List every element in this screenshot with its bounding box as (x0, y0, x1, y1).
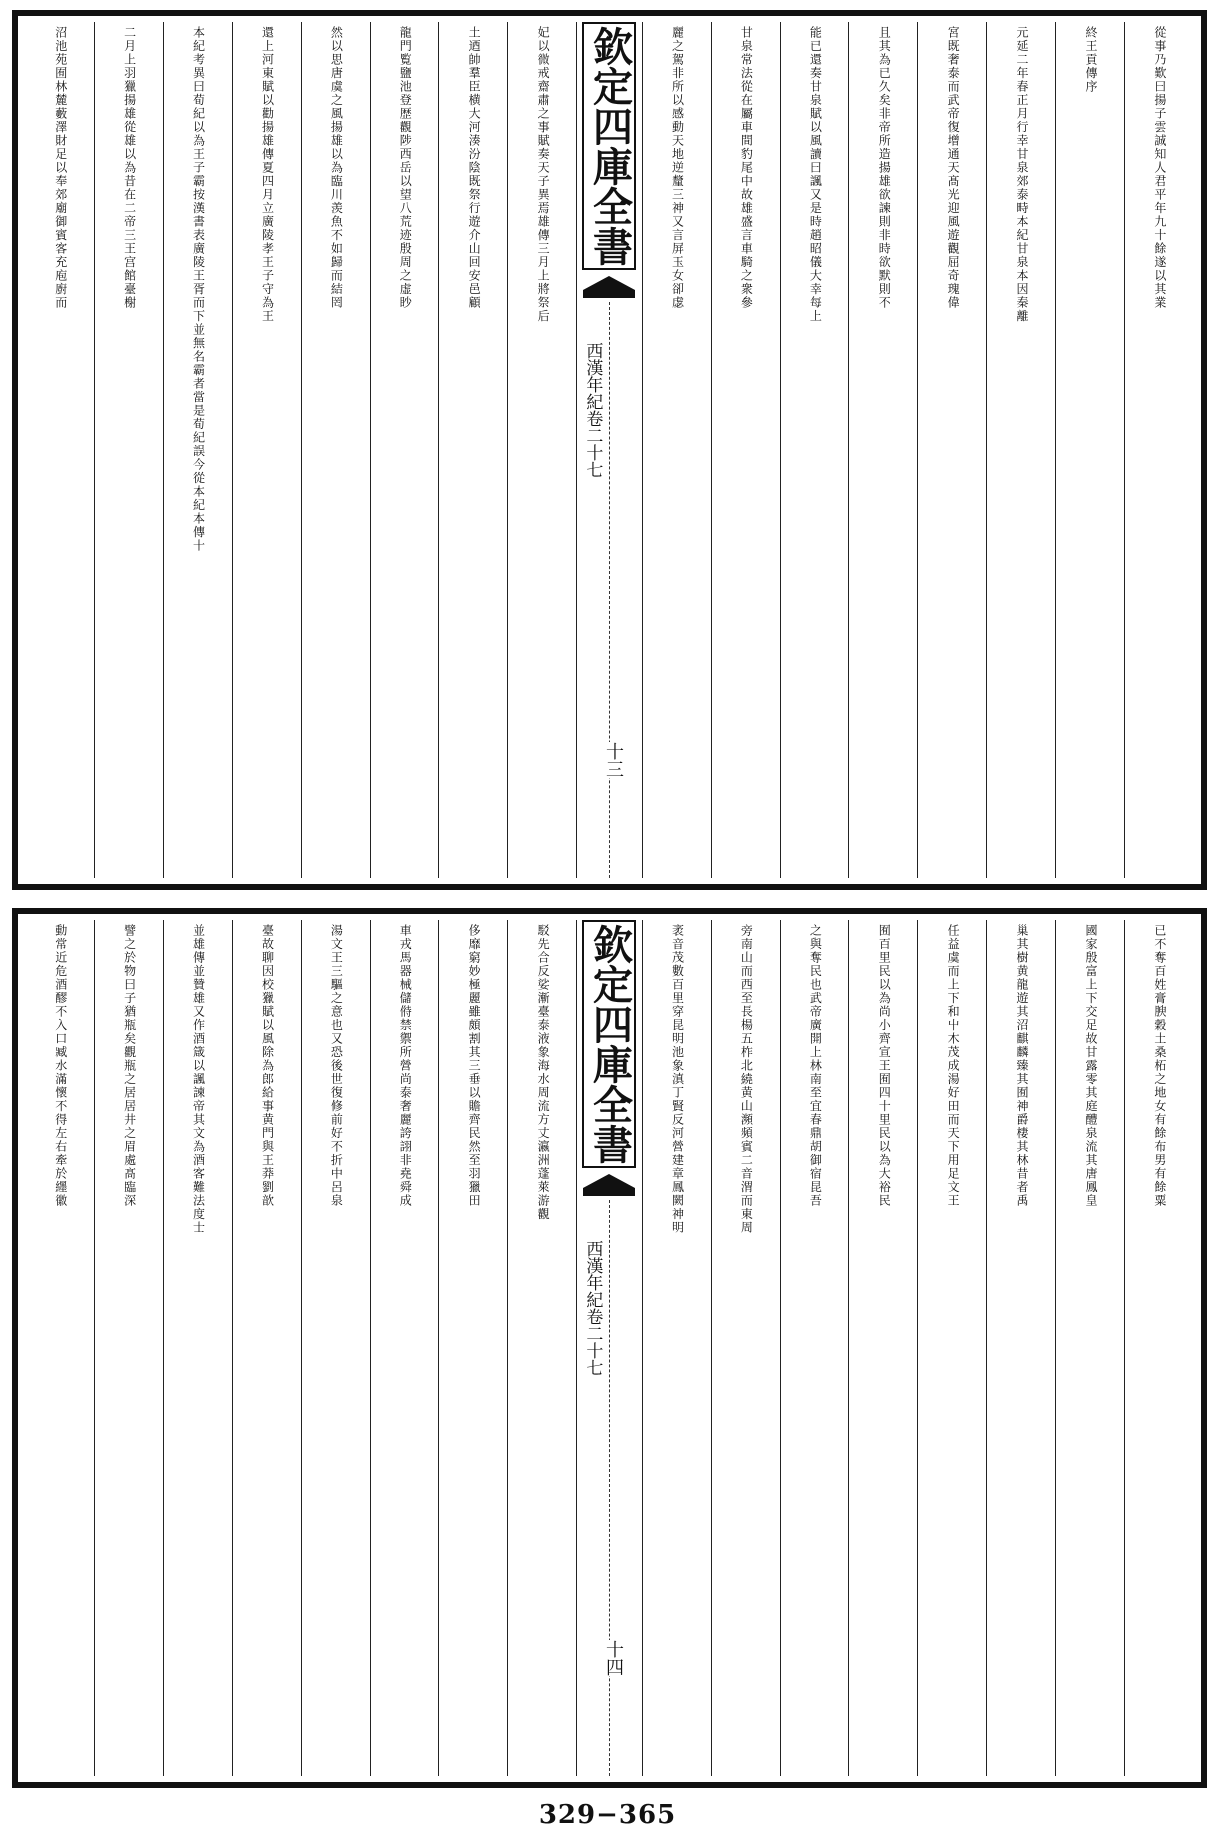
text-column: 袤音茂數百里穿昆明池象滇丁賢反河營建章鳳闕神明 (642, 920, 711, 1776)
text-column: 之與奪民也武帝廣開上林南至宜春鼎胡御宿昆吾 (780, 920, 849, 1776)
text-column: 任益虞而上下和屮木茂成湯好田而天下用足文王 (917, 920, 986, 1776)
text-column: 麗之駕非所以感動天地逆釐三神又言屏玉女卻虙 (642, 22, 711, 878)
text-column: 二月上羽獵揚雄從雄以為昔在二帝三王宫館臺榭 (94, 22, 163, 878)
footer-page-code: 329−365 (538, 1800, 677, 1830)
fishtail-mark-icon (583, 276, 635, 298)
text-column: 已不奪百姓膏腴穀土桑柘之地女有餘布男有餘粟 (1124, 920, 1193, 1776)
text-column: 沼池苑囿林麓藪澤財足以奉郊廟御賓客充庖廚而 (53, 26, 68, 310)
text-column: 車戎馬器械儲偫禁禦所營尚泰奢麗誇詡非堯舜成 (370, 920, 439, 1776)
text-column: 然以思唐虞之風揚雄以為臨川羡魚不如歸而結罔 (301, 22, 370, 878)
text-column: 巢其樹黄龍遊其沼麒麟臻其囿神爵棲其林昔者禹 (986, 920, 1055, 1776)
text-column: 譬之於物曰子猶瓶矣觀瓶之居居井之眉處髙臨深 (94, 920, 163, 1776)
banner-fold-line (582, 302, 624, 878)
text-column: 元延二年春正月行幸甘泉郊泰畤本紀甘泉本因秦離 (986, 22, 1055, 878)
banner-fold-line (582, 1200, 624, 1776)
text-column: 侈靡窮妙極麗雖頗割其三垂以贍齊民然至羽獵田 (438, 920, 507, 1776)
text-column: 從事乃歎曰揚子雲誠知人君平年九十餘遂以其業 (1124, 22, 1193, 878)
banner-page-number: 十四 (600, 1640, 626, 1676)
banner-column (576, 920, 642, 1776)
text-column: 本紀考異曰荀紀以為王子霸按漢書表廣陵王胥而下並無名霸者當是荀紀誤今從本紀本傳十 (163, 22, 232, 878)
banner-subtitle: 西漢年紀卷二十七 (582, 342, 603, 478)
text-column: 終王貢傳序 (1055, 22, 1124, 878)
top-columns (26, 22, 1193, 878)
text-column: 且其為已久矣非帝所造揚雄欲諫則非時欲默則不 (848, 22, 917, 878)
bottom-page (12, 908, 1207, 1788)
bottom-columns (26, 920, 1193, 1776)
banner-title: 欽定四庫全書 (582, 22, 636, 270)
text-column: 甘泉常法從在屬車間豹尾中故雄盛言車騎之衆參 (711, 22, 780, 878)
text-column: 國家殷富上下交足故甘露零其庭醴泉流其唐鳳皇 (1055, 920, 1124, 1776)
text-column: 旁南山而西至長楊五柞北繞黄山瀕頻賓二音渭而東周 (711, 920, 780, 1776)
text-column: 能已還奏甘泉賦以風讀曰諷又是時趙昭儀大幸每上 (780, 22, 849, 878)
text-column: 龍門覧鹽池登歴觀陟西岳以望八荒迹殷周之虚眇 (370, 22, 439, 878)
text-column: 妃以微戒齋肅之事賦奏天子異焉雄傳三月上將祭后 (507, 22, 576, 878)
text-column: 囿百里民以為尚小齊宣王囿四十里民以為大裕民 (848, 920, 917, 1776)
text-column: 還上河東賦以勸揚雄傳夏四月立廣陵孝王子守為王 (232, 22, 301, 878)
fishtail-mark-icon (583, 1174, 635, 1196)
banner-page-number: 十三 (600, 742, 626, 778)
text-column: 駁先合反娑漸臺泰液象海水周流方丈瀛洲蓬萊游觀 (507, 920, 576, 1776)
banner-column (576, 22, 642, 878)
text-column: 動常近危酒醪不入口臧水滿懷不得左右牽於纆徽 (53, 924, 68, 1208)
top-page (12, 10, 1207, 890)
text-column: 土迺帥羣臣横大河湊汾陰既祭行遊介山回安邑顧 (438, 22, 507, 878)
text-column: 宮既奢泰而武帝復增通天髙光迎風遊觀屈奇瑰偉 (917, 22, 986, 878)
banner-subtitle: 西漢年紀卷二十七 (582, 1240, 603, 1376)
text-column: 臺故聊因校獵賦以風除為郎給事黄門與王莽劉歆 (232, 920, 301, 1776)
text-column: 並雄傳並贊雄又作酒箴以諷諫帝其文為酒客難法度士 (163, 920, 232, 1776)
text-column: 湯文王三驅之意也又恐後世復修前好不折中呂泉 (301, 920, 370, 1776)
banner-title: 欽定四庫全書 (582, 920, 636, 1168)
